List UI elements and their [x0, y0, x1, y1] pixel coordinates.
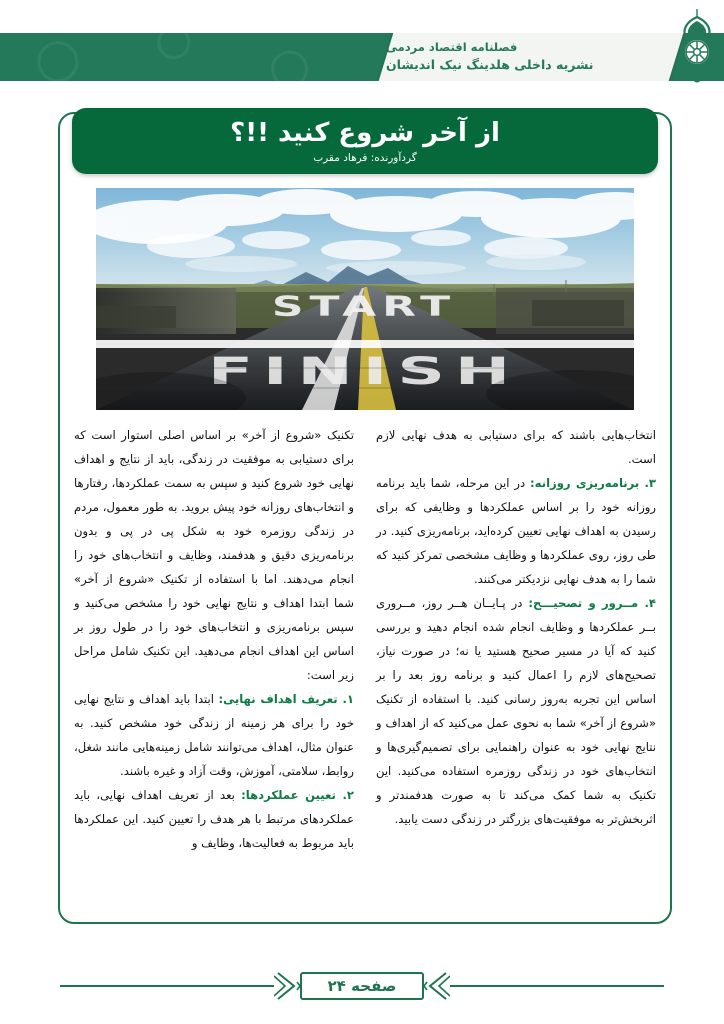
diamond-chevron-ornament-icon-mirror	[274, 969, 300, 1003]
page-number-box: صفحه ۲۴	[300, 972, 425, 1000]
article-column-left	[376, 424, 656, 910]
publication-subtitle: نشریه داخلی هلدینگ نیک اندیشان	[386, 57, 594, 73]
article-byline: گردآورنده: فرهاد مقرب	[313, 151, 417, 164]
hero-image	[96, 188, 634, 410]
paragraph-intro: تکنیک «شروع از آخر» بر اساس اصلی استوار است که برای دستیابی به موفقیت در زندگی، باید از نتایج و اهداف نهایی خود شروع کنید و سپس به سمت عملکردها، رفتارها و انتخاب‌های روزانه خود پیش بروید. به طور معمول، مردم در زندگی روزمره خود به شکل پی در پی و بدون برنامه‌ریزی دقیق و هدفمند، وظایف و انتخاب‌های خود را انجام می‌دهند. اما با استفاده از تکنیک «شروع از آخر» شما ابتدا اهداف و نتایج نهایی خود را مشخص می‌کنید و سپس برنامه‌ریزی و انتخاب‌های خود را در طول روز بر اساس این اهداف انجام می‌دهید. این تکنیک شامل مراحل زیر است:	[74, 428, 354, 682]
article-column-right	[74, 424, 354, 910]
masthead-banner	[0, 33, 724, 81]
paragraph-step-3	[376, 472, 656, 592]
paragraph-step-4	[376, 592, 656, 832]
step-2-label: ۲. تعیین عملکردها:	[241, 787, 354, 802]
step-2-text: بعد از تعریف اهداف نهایی، باید عملکردهای مرتبط با هر هدف را تعیین کنید. این عملکردها باید مربوط به فعالیت‌ها، وظایف و	[74, 787, 354, 850]
svg-text:FINISH: FINISH	[207, 349, 521, 393]
article-title: از آخر شروع کنید !!؟	[230, 117, 500, 148]
step-1-label: ۱. تعریف اهداف نهایی:	[218, 691, 354, 706]
article-body	[74, 424, 656, 910]
footer-rule-right	[450, 985, 664, 987]
masthead-plate	[379, 33, 684, 81]
step-3-text: در این مرحله، شما باید برنامه روزانه خود را بر اساس عملکردها و وظایفی که برای رسیدن به اهداف نهایی تعیین کرده‌اید، برنامه‌ریزی کنید. در طی روز، روی عملکردها و وظایف مشخصی تمرکز کنید که شما را به هدف نهایی نزدیکتر می‌کنند.	[376, 475, 656, 586]
article-title-banner	[72, 108, 658, 174]
paragraph-continuation: انتخاب‌هایی باشند که برای دستیابی به هدف نهایی لازم است.	[376, 428, 656, 466]
publication-name: فصلنامه اقتصاد مردمی	[386, 40, 518, 54]
step-4-label: ۴. مــرور و تصحیـــح:	[528, 595, 656, 610]
diamond-chevron-ornament-icon	[424, 969, 450, 1003]
svg-text:START: START	[271, 290, 457, 323]
ornamental-medallion-logo-icon	[676, 8, 718, 84]
step-1-text: ابتدا باید اهداف و نتایج نهایی خود را برای هر زمینه از زندگی خود مشخص کنید. به عنوان مثال، اهداف می‌توانند شامل زمینه‌هایی مانند شغل، روابط، سلامتی، آموزش، وقت آزاد و غیره باشند.	[74, 691, 354, 778]
footer-rule-left	[60, 985, 274, 987]
paragraph-step-2	[74, 784, 354, 856]
step-3-label: ۳. برنامه‌ریزی روزانه:	[530, 475, 656, 490]
paragraph-step-1	[74, 688, 354, 784]
step-4-text: در پـایــان هــر روز، مــروری بــر عملکردها و وظایف انجام شده انجام دهید و بررسی کنید که آیا در مسیر صحیح هستید یا نه؛ در صورت نیاز، تصحیح‌های لازم را اعمال کنید و برنامه روز بعد را بر اساس این تجربه به‌روز رسانی کنید. با استفاده از تکنیک «شروع از آخر» شما به نحوی عمل می‌کنید که از اهداف و نتایج نهایی خود به عنوان راهنمایی برای تصمیم‌گیری‌ها و انتخاب‌های خود در زندگی روزمره استفاده می‌کنید. این تکنیک به شما کمک می‌کند تا به صورت هدفمندتر و اثربخش‌تر به موفقیت‌های بزرگتر در زندگی دست یابید.	[376, 595, 656, 826]
page-footer	[0, 966, 724, 1006]
